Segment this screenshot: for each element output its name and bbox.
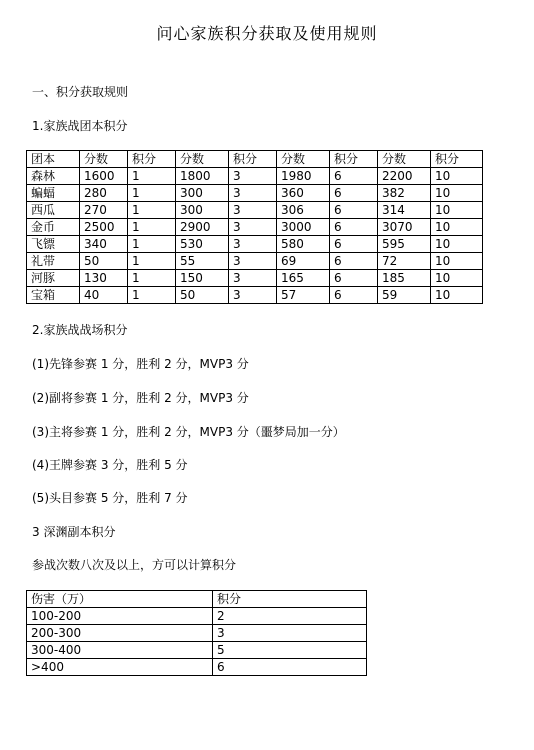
table-cell: 1 [128, 202, 176, 219]
table-cell: 6 [330, 168, 378, 185]
table-cell: 270 [80, 202, 128, 219]
header-cell: 分数 [176, 151, 229, 168]
table-cell: 6 [330, 253, 378, 270]
header-cell: 积分 [229, 151, 277, 168]
table-cell: 3 [229, 219, 277, 236]
table-cell: 200-300 [27, 625, 213, 642]
table-row [27, 287, 483, 304]
table-cell: 1 [128, 253, 176, 270]
table-cell: 280 [80, 185, 128, 202]
table-cell: 306 [277, 202, 330, 219]
battlefield-rule-item: (5)头目参赛 5 分，胜利 7 分 [32, 491, 188, 505]
table-cell: 580 [277, 236, 330, 253]
table-row [27, 202, 483, 219]
clan-raid-table-body [27, 168, 483, 304]
table-cell: 1980 [277, 168, 330, 185]
table-cell: 3 [213, 625, 367, 642]
table-cell: 河豚 [27, 270, 80, 287]
table-cell: 礼带 [27, 253, 80, 270]
table-cell: 10 [431, 253, 483, 270]
battlefield-rule-item: (3)主将参赛 1 分，胜利 2 分，MVP3 分（噩梦局加一分） [32, 425, 345, 439]
table-cell: 530 [176, 236, 229, 253]
table-cell: 595 [378, 236, 431, 253]
table-cell: 1 [128, 287, 176, 304]
header-cell: 伤害（万） [27, 591, 213, 608]
table-cell: 金币 [27, 219, 80, 236]
battlefield-rule-item: (4)王牌参赛 3 分，胜利 5 分 [32, 458, 188, 472]
table-row [27, 253, 483, 270]
table-cell: 10 [431, 236, 483, 253]
table-cell: 314 [378, 202, 431, 219]
table-cell: 5 [213, 642, 367, 659]
table-cell: 300 [176, 185, 229, 202]
subsection-heading-abyss: 3 深渊副本积分 [32, 525, 116, 539]
table-cell: 宝箱 [27, 287, 80, 304]
table-cell: 1 [128, 270, 176, 287]
header-cell: 分数 [378, 151, 431, 168]
table-cell: 1800 [176, 168, 229, 185]
table-cell: 3 [229, 253, 277, 270]
table-cell: 2 [213, 608, 367, 625]
table-cell: 69 [277, 253, 330, 270]
table-cell: 飞镖 [27, 236, 80, 253]
table-cell: 10 [431, 185, 483, 202]
table-row [27, 185, 483, 202]
table-cell: 10 [431, 168, 483, 185]
table-cell: 6 [330, 219, 378, 236]
table-cell: 72 [378, 253, 431, 270]
table-row [27, 642, 367, 659]
header-cell: 积分 [431, 151, 483, 168]
table-cell: 1 [128, 185, 176, 202]
table-row [27, 219, 483, 236]
table-cell: 6 [330, 185, 378, 202]
table-cell: 10 [431, 219, 483, 236]
subsection-heading-clan-raid: 1.家族战团本积分 [32, 119, 128, 133]
table-cell: 59 [378, 287, 431, 304]
table-cell: 1 [128, 236, 176, 253]
table-cell: 50 [176, 287, 229, 304]
table-cell: 1 [128, 219, 176, 236]
table-row [27, 608, 367, 625]
table-cell: 2900 [176, 219, 229, 236]
abyss-damage-points-table [26, 590, 367, 676]
table-row [27, 625, 367, 642]
table-cell: 3000 [277, 219, 330, 236]
header-cell: 积分 [330, 151, 378, 168]
table-cell: >400 [27, 659, 213, 676]
table-header-row [27, 151, 483, 168]
table-cell: 3 [229, 236, 277, 253]
table-cell: 森林 [27, 168, 80, 185]
table-cell: 6 [330, 287, 378, 304]
table-cell: 300 [176, 202, 229, 219]
table-row [27, 236, 483, 253]
clan-raid-points-table [26, 150, 483, 304]
table-cell: 3 [229, 270, 277, 287]
table-cell: 蝙蝠 [27, 185, 80, 202]
table-cell: 150 [176, 270, 229, 287]
table-cell: 57 [277, 287, 330, 304]
page-title: 问心家族积分获取及使用规则 [156, 24, 378, 43]
table-cell: 6 [330, 270, 378, 287]
header-cell: 分数 [80, 151, 128, 168]
table-cell: 185 [378, 270, 431, 287]
table-cell: 2200 [378, 168, 431, 185]
table-row [27, 168, 483, 185]
table-cell: 3 [229, 287, 277, 304]
table-row [27, 659, 367, 676]
header-cell: 团本 [27, 151, 80, 168]
table-cell: 340 [80, 236, 128, 253]
subsection-heading-battlefield: 2.家族战战场积分 [32, 323, 128, 337]
table-cell: 50 [80, 253, 128, 270]
header-cell: 分数 [277, 151, 330, 168]
table-cell: 6 [330, 236, 378, 253]
table-cell: 6 [213, 659, 367, 676]
table-cell: 300-400 [27, 642, 213, 659]
table-cell: 10 [431, 202, 483, 219]
table-cell: 382 [378, 185, 431, 202]
battlefield-rule-item: (2)副将参赛 1 分，胜利 2 分，MVP3 分 [32, 391, 249, 405]
table-cell: 55 [176, 253, 229, 270]
table-cell: 10 [431, 270, 483, 287]
abyss-eligibility-note: 参战次数八次及以上，方可以计算积分 [32, 558, 237, 572]
table-cell: 1 [128, 168, 176, 185]
table-cell: 6 [330, 202, 378, 219]
table-cell: 165 [277, 270, 330, 287]
table-cell: 100-200 [27, 608, 213, 625]
table-cell: 西瓜 [27, 202, 80, 219]
table-cell: 3070 [378, 219, 431, 236]
table-cell: 2500 [80, 219, 128, 236]
header-cell: 积分 [213, 591, 367, 608]
table-cell: 1600 [80, 168, 128, 185]
header-cell: 积分 [128, 151, 176, 168]
table-cell: 3 [229, 202, 277, 219]
table-header-row [27, 591, 367, 608]
table-cell: 40 [80, 287, 128, 304]
battlefield-rule-item: (1)先锋参赛 1 分，胜利 2 分，MVP3 分 [32, 357, 249, 371]
abyss-table-body [27, 608, 367, 676]
table-row [27, 270, 483, 287]
table-cell: 3 [229, 185, 277, 202]
table-cell: 10 [431, 287, 483, 304]
section-heading: 一、积分获取规则 [32, 85, 129, 99]
table-cell: 360 [277, 185, 330, 202]
table-cell: 3 [229, 168, 277, 185]
table-cell: 130 [80, 270, 128, 287]
